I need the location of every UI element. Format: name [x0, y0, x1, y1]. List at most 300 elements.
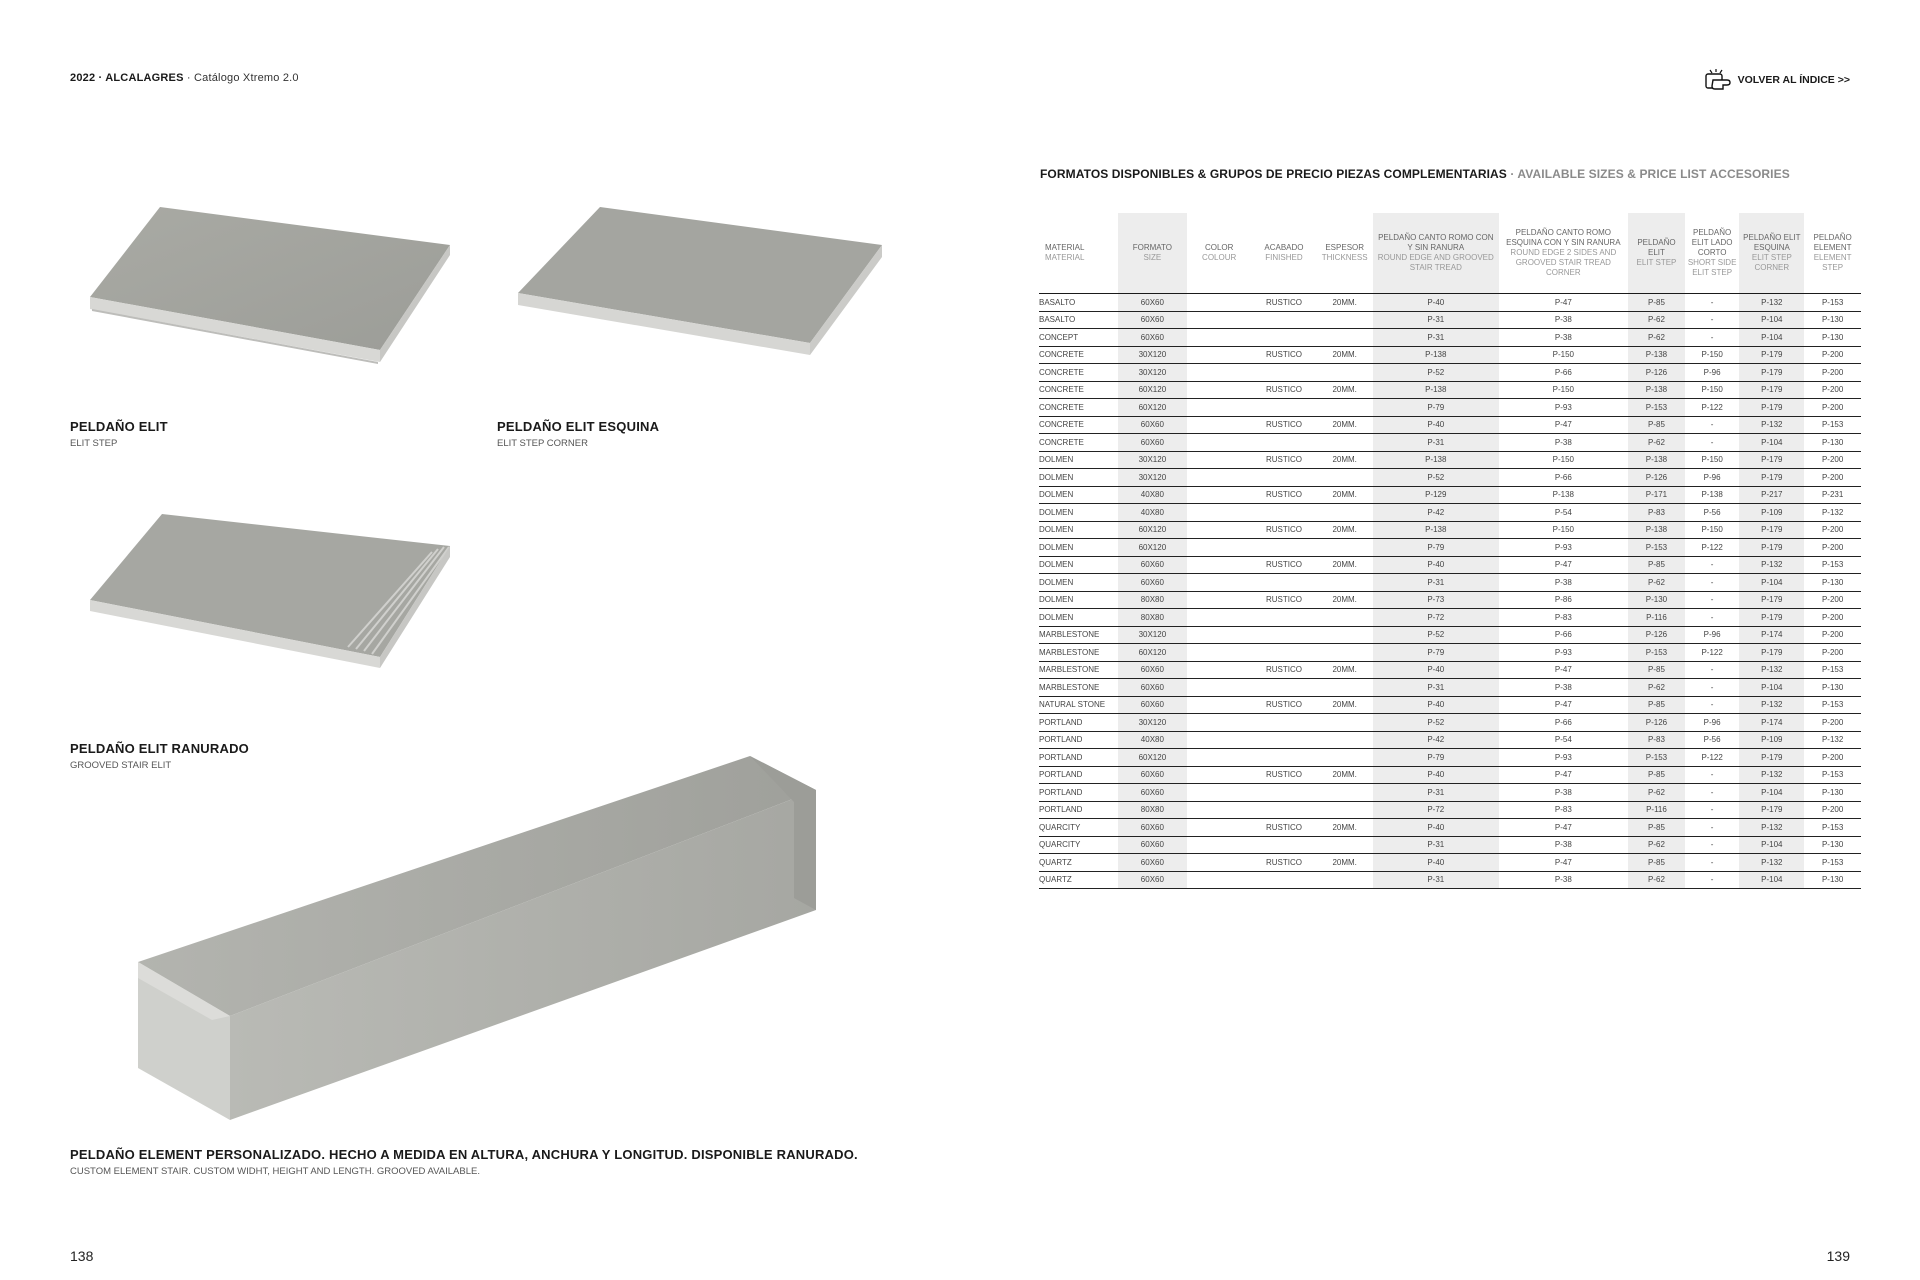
table-cell: 20MM.: [1316, 766, 1373, 784]
column-header: [1039, 213, 1118, 294]
table-cell: P-85: [1628, 416, 1685, 434]
table-cell: -: [1685, 556, 1740, 574]
table-cell: 60X60: [1118, 661, 1187, 679]
table-cell: DOLMEN: [1039, 574, 1118, 592]
table-cell: NATURAL STONE: [1039, 696, 1118, 714]
table-cell: P-73: [1373, 591, 1499, 609]
table-cell: [1252, 434, 1317, 452]
table-row: [1039, 626, 1861, 644]
column-header-es: PELDAÑO ELEMENT: [1813, 233, 1852, 252]
table-cell: P-85: [1628, 294, 1685, 312]
table-cell: P-179: [1739, 539, 1804, 557]
table-cell: [1187, 836, 1252, 854]
product-title: PELDAÑO ELEMENT PERSONALIZADO. HECHO A MEDIDA EN ALTURA, ANCHURA Y LONGITUD. DISPONIBLE RANURADO.: [70, 1147, 858, 1162]
table-cell: P-52: [1373, 469, 1499, 487]
table-cell: 60X60: [1118, 819, 1187, 837]
table-cell: RUSTICO: [1252, 346, 1317, 364]
table-cell: P-93: [1499, 399, 1629, 417]
column-header-es: MATERIAL: [1045, 243, 1085, 252]
table-cell: [1252, 871, 1317, 889]
table-cell: P-52: [1373, 364, 1499, 382]
table-cell: P-179: [1739, 399, 1804, 417]
table-cell: -: [1685, 854, 1740, 872]
table-row: [1039, 696, 1861, 714]
table-cell: P-179: [1739, 609, 1804, 627]
product-title: PELDAÑO ELIT RANURADO: [70, 741, 249, 756]
table-cell: P-56: [1685, 504, 1740, 522]
table-cell: P-104: [1739, 574, 1804, 592]
table-row: [1039, 801, 1861, 819]
table-cell: [1187, 329, 1252, 347]
table-row: [1039, 346, 1861, 364]
table-cell: P-38: [1499, 784, 1629, 802]
table-cell: P-174: [1739, 714, 1804, 732]
table-row: [1039, 661, 1861, 679]
product-caption-elit: [70, 419, 168, 449]
table-cell: 60X60: [1118, 679, 1187, 697]
table-cell: P-31: [1373, 871, 1499, 889]
table-cell: P-132: [1739, 294, 1804, 312]
table-cell: P-40: [1373, 661, 1499, 679]
table-cell: P-231: [1804, 486, 1861, 504]
table-cell: [1187, 451, 1252, 469]
table-cell: -: [1685, 871, 1740, 889]
table-cell: -: [1685, 294, 1740, 312]
table-cell: DOLMEN: [1039, 556, 1118, 574]
table-cell: P-179: [1739, 451, 1804, 469]
catalog-name: · Catálogo Xtremo 2.0: [186, 72, 299, 84]
table-cell: P-66: [1499, 469, 1629, 487]
table-cell: P-83: [1499, 801, 1629, 819]
catalog-header: [70, 72, 299, 84]
table-cell: P-179: [1739, 801, 1804, 819]
table-cell: P-38: [1499, 871, 1629, 889]
table-cell: [1187, 521, 1252, 539]
table-cell: [1187, 591, 1252, 609]
table-row: [1039, 819, 1861, 837]
table-cell: -: [1685, 766, 1740, 784]
table-cell: [1252, 784, 1317, 802]
hand-pointer-icon: [1704, 68, 1732, 92]
table-cell: P-130: [1804, 574, 1861, 592]
table-cell: [1316, 434, 1373, 452]
table-row: [1039, 451, 1861, 469]
table-cell: P-85: [1628, 696, 1685, 714]
table-cell: DOLMEN: [1039, 451, 1118, 469]
table-cell: P-122: [1685, 749, 1740, 767]
table-cell: 30X120: [1118, 469, 1187, 487]
table-cell: QUARCITY: [1039, 819, 1118, 837]
table-cell: [1187, 696, 1252, 714]
product-subtitle: ELIT STEP CORNER: [497, 438, 588, 449]
grooved-stair-elit-image: [80, 512, 460, 672]
table-cell: P-179: [1739, 644, 1804, 662]
table-cell: P-109: [1739, 731, 1804, 749]
table-row: [1039, 731, 1861, 749]
table-cell: 20MM.: [1316, 521, 1373, 539]
table-cell: 80X80: [1118, 591, 1187, 609]
table-cell: -: [1685, 679, 1740, 697]
table-cell: P-66: [1499, 364, 1629, 382]
table-cell: P-138: [1628, 451, 1685, 469]
table-cell: P-54: [1499, 731, 1629, 749]
table-cell: P-31: [1373, 311, 1499, 329]
table-cell: MARBLESTONE: [1039, 644, 1118, 662]
table-cell: P-66: [1499, 626, 1629, 644]
table-cell: P-122: [1685, 399, 1740, 417]
table-cell: P-62: [1628, 836, 1685, 854]
table-cell: P-200: [1804, 399, 1861, 417]
table-cell: [1252, 504, 1317, 522]
table-cell: P-85: [1628, 661, 1685, 679]
table-cell: CONCRETE: [1039, 399, 1118, 417]
table-cell: [1252, 311, 1317, 329]
table-cell: -: [1685, 784, 1740, 802]
table-cell: [1187, 661, 1252, 679]
table-row: [1039, 556, 1861, 574]
table-cell: P-85: [1628, 819, 1685, 837]
table-cell: 60X120: [1118, 644, 1187, 662]
elit-step-corner-image: [510, 205, 890, 365]
price-table: [1039, 213, 1861, 889]
table-cell: P-138: [1373, 346, 1499, 364]
table-cell: CONCRETE: [1039, 346, 1118, 364]
column-header-es: ACABADO: [1264, 243, 1304, 252]
table-row: [1039, 486, 1861, 504]
table-cell: 20MM.: [1316, 819, 1373, 837]
table-cell: [1252, 714, 1317, 732]
table-cell: P-138: [1373, 381, 1499, 399]
table-cell: -: [1685, 836, 1740, 854]
table-cell: [1252, 469, 1317, 487]
table-cell: [1252, 644, 1317, 662]
column-header: [1118, 213, 1187, 294]
table-cell: P-150: [1499, 381, 1629, 399]
table-cell: P-31: [1373, 836, 1499, 854]
column-header: [1499, 213, 1629, 294]
table-cell: P-52: [1373, 626, 1499, 644]
table-cell: 30X120: [1118, 451, 1187, 469]
column-header-en: SIZE: [1143, 253, 1162, 262]
table-row: [1039, 749, 1861, 767]
product-title: PELDAÑO ELIT: [70, 419, 168, 434]
table-cell: [1187, 539, 1252, 557]
table-cell: [1187, 784, 1252, 802]
table-cell: P-132: [1804, 504, 1861, 522]
table-cell: P-38: [1499, 679, 1629, 697]
table-cell: P-174: [1739, 626, 1804, 644]
table-cell: P-200: [1804, 591, 1861, 609]
table-cell: P-96: [1685, 714, 1740, 732]
table-cell: 60X60: [1118, 556, 1187, 574]
back-to-index-link[interactable]: [1704, 68, 1850, 92]
table-cell: P-62: [1628, 784, 1685, 802]
column-header-en: FINISHED: [1265, 253, 1303, 262]
table-cell: P-132: [1739, 819, 1804, 837]
table-cell: -: [1685, 801, 1740, 819]
table-row: [1039, 364, 1861, 382]
table-cell: 30X120: [1118, 714, 1187, 732]
column-header: [1316, 213, 1373, 294]
table-cell: P-132: [1739, 696, 1804, 714]
table-cell: P-200: [1804, 451, 1861, 469]
table-cell: 20MM.: [1316, 854, 1373, 872]
table-cell: P-93: [1499, 749, 1629, 767]
table-cell: [1187, 854, 1252, 872]
table-cell: [1316, 329, 1373, 347]
table-title: [1040, 167, 1790, 181]
table-row: [1039, 679, 1861, 697]
table-cell: P-126: [1628, 626, 1685, 644]
table-cell: [1316, 609, 1373, 627]
table-cell: [1187, 819, 1252, 837]
table-cell: 20MM.: [1316, 591, 1373, 609]
table-cell: CONCEPT: [1039, 329, 1118, 347]
table-cell: P-122: [1685, 539, 1740, 557]
column-header-es: PELDAÑO ELIT ESQUINA: [1743, 233, 1801, 252]
table-cell: 60X60: [1118, 416, 1187, 434]
table-cell: P-132: [1739, 854, 1804, 872]
table-row: [1039, 416, 1861, 434]
table-cell: 60X120: [1118, 399, 1187, 417]
table-cell: 20MM.: [1316, 294, 1373, 312]
table-cell: 40X80: [1118, 486, 1187, 504]
table-cell: CONCRETE: [1039, 381, 1118, 399]
column-header-es: PELDAÑO ELIT: [1637, 238, 1676, 257]
column-header-en: ROUND EDGE 2 SIDES AND GROOVED STAIR TREAD CORNER: [1510, 248, 1617, 277]
table-cell: P-96: [1685, 469, 1740, 487]
table-cell: 60X60: [1118, 836, 1187, 854]
table-cell: P-104: [1739, 434, 1804, 452]
table-cell: P-200: [1804, 381, 1861, 399]
column-header-es: FORMATO: [1132, 243, 1172, 252]
table-cell: [1187, 731, 1252, 749]
table-body: [1039, 294, 1861, 889]
table-cell: 60X60: [1118, 294, 1187, 312]
table-cell: P-31: [1373, 574, 1499, 592]
table-cell: P-104: [1739, 784, 1804, 802]
table-cell: P-40: [1373, 696, 1499, 714]
table-cell: P-104: [1739, 871, 1804, 889]
table-cell: P-132: [1804, 731, 1861, 749]
column-header: [1373, 213, 1499, 294]
table-cell: P-104: [1739, 329, 1804, 347]
table-cell: P-217: [1739, 486, 1804, 504]
table-cell: 60X120: [1118, 381, 1187, 399]
table-cell: P-40: [1373, 819, 1499, 837]
table-cell: P-138: [1373, 521, 1499, 539]
table-cell: 30X120: [1118, 364, 1187, 382]
table-cell: [1187, 504, 1252, 522]
column-header: [1252, 213, 1317, 294]
table-cell: P-62: [1628, 434, 1685, 452]
column-header-en: ELIT STEP CORNER: [1751, 253, 1792, 272]
table-cell: DOLMEN: [1039, 504, 1118, 522]
column-header-en: ELEMENT STEP: [1813, 253, 1852, 272]
table-cell: P-138: [1628, 381, 1685, 399]
table-cell: 30X120: [1118, 626, 1187, 644]
table-cell: P-153: [1628, 644, 1685, 662]
table-cell: P-79: [1373, 539, 1499, 557]
table-cell: -: [1685, 574, 1740, 592]
table-header-row: [1039, 213, 1861, 294]
table-cell: PORTLAND: [1039, 731, 1118, 749]
table-cell: P-62: [1628, 679, 1685, 697]
table-cell: [1187, 486, 1252, 504]
column-header-es: PELDAÑO ELIT LADO CORTO: [1691, 228, 1733, 257]
product-caption-elit-corner: [497, 419, 659, 449]
table-cell: P-200: [1804, 714, 1861, 732]
table-cell: P-54: [1499, 504, 1629, 522]
table-cell: DOLMEN: [1039, 486, 1118, 504]
table-cell: [1187, 556, 1252, 574]
table-cell: P-85: [1628, 556, 1685, 574]
table-cell: [1316, 399, 1373, 417]
table-cell: 20MM.: [1316, 451, 1373, 469]
table-cell: P-200: [1804, 626, 1861, 644]
table-cell: DOLMEN: [1039, 521, 1118, 539]
table-cell: CONCRETE: [1039, 416, 1118, 434]
table-cell: P-122: [1685, 644, 1740, 662]
table-cell: [1187, 381, 1252, 399]
table-cell: P-47: [1499, 696, 1629, 714]
product-title: PELDAÑO ELIT ESQUINA: [497, 419, 660, 434]
column-header-es: ESPESOR: [1325, 243, 1365, 252]
table-row: [1039, 836, 1861, 854]
table-cell: P-150: [1499, 521, 1629, 539]
table-cell: P-83: [1628, 504, 1685, 522]
table-cell: P-153: [1804, 696, 1861, 714]
table-cell: [1316, 626, 1373, 644]
table-cell: P-200: [1804, 364, 1861, 382]
table-cell: P-47: [1499, 661, 1629, 679]
table-cell: P-93: [1499, 539, 1629, 557]
table-cell: 60X60: [1118, 574, 1187, 592]
table-cell: P-153: [1804, 766, 1861, 784]
product-caption-grooved: [70, 741, 249, 771]
table-cell: [1187, 399, 1252, 417]
table-cell: 60X60: [1118, 434, 1187, 452]
table-row: [1039, 329, 1861, 347]
table-cell: P-40: [1373, 556, 1499, 574]
table-cell: 20MM.: [1316, 346, 1373, 364]
table-cell: [1187, 346, 1252, 364]
table-cell: 30X120: [1118, 346, 1187, 364]
table-cell: P-85: [1628, 766, 1685, 784]
table-cell: -: [1685, 416, 1740, 434]
table-cell: P-104: [1739, 679, 1804, 697]
table-cell: P-150: [1685, 451, 1740, 469]
table-cell: [1187, 626, 1252, 644]
column-header: [1187, 213, 1252, 294]
table-cell: P-93: [1499, 644, 1629, 662]
table-cell: [1316, 731, 1373, 749]
table-cell: DOLMEN: [1039, 609, 1118, 627]
table-row: [1039, 609, 1861, 627]
table-cell: P-130: [1628, 591, 1685, 609]
table-row: [1039, 434, 1861, 452]
table-cell: P-83: [1499, 609, 1629, 627]
table-cell: P-126: [1628, 364, 1685, 382]
table-cell: P-200: [1804, 539, 1861, 557]
table-cell: [1187, 364, 1252, 382]
column-header: [1685, 213, 1740, 294]
year-brand: 2022 · ALCALAGRES: [70, 72, 184, 84]
table-row: [1039, 766, 1861, 784]
column-header-en: ELIT STEP: [1636, 258, 1677, 267]
table-cell: [1187, 416, 1252, 434]
table-cell: P-126: [1628, 714, 1685, 732]
table-cell: [1316, 504, 1373, 522]
table-cell: 80X80: [1118, 801, 1187, 819]
table-cell: P-86: [1499, 591, 1629, 609]
table-cell: P-47: [1499, 766, 1629, 784]
table-row: [1039, 784, 1861, 802]
table-cell: P-150: [1685, 381, 1740, 399]
table-cell: [1252, 749, 1317, 767]
table-cell: P-47: [1499, 294, 1629, 312]
table-cell: P-52: [1373, 714, 1499, 732]
table-cell: [1252, 679, 1317, 697]
table-cell: P-200: [1804, 801, 1861, 819]
table-cell: P-200: [1804, 609, 1861, 627]
table-cell: [1252, 364, 1317, 382]
table-cell: MARBLESTONE: [1039, 679, 1118, 697]
table-cell: [1187, 679, 1252, 697]
table-cell: P-132: [1739, 556, 1804, 574]
table-cell: P-62: [1628, 311, 1685, 329]
table-title-en: · AVAILABLE SIZES & PRICE LIST ACCESORIES: [1510, 167, 1790, 181]
table-cell: [1187, 294, 1252, 312]
table-cell: RUSTICO: [1252, 819, 1317, 837]
table-cell: RUSTICO: [1252, 556, 1317, 574]
table-cell: P-109: [1739, 504, 1804, 522]
product-subtitle: GROOVED STAIR ELIT: [70, 760, 172, 771]
table-cell: P-153: [1628, 539, 1685, 557]
table-cell: 60X60: [1118, 766, 1187, 784]
table-cell: 60X120: [1118, 749, 1187, 767]
table-cell: P-200: [1804, 469, 1861, 487]
table-cell: MARBLESTONE: [1039, 626, 1118, 644]
table-row: [1039, 504, 1861, 522]
table-cell: -: [1685, 311, 1740, 329]
table-cell: [1187, 609, 1252, 627]
table-cell: [1187, 871, 1252, 889]
table-cell: P-38: [1499, 836, 1629, 854]
table-cell: P-153: [1628, 399, 1685, 417]
table-cell: P-31: [1373, 434, 1499, 452]
column-header: [1628, 213, 1685, 294]
table-cell: [1187, 714, 1252, 732]
table-cell: RUSTICO: [1252, 486, 1317, 504]
table-cell: P-31: [1373, 329, 1499, 347]
table-cell: [1252, 399, 1317, 417]
table-cell: P-130: [1804, 329, 1861, 347]
table-cell: QUARTZ: [1039, 871, 1118, 889]
table-cell: P-116: [1628, 609, 1685, 627]
table-cell: BASALTO: [1039, 311, 1118, 329]
table-cell: P-132: [1739, 416, 1804, 434]
back-link-label: VOLVER AL ÍNDICE >>: [1737, 74, 1850, 86]
table-cell: 60X60: [1118, 696, 1187, 714]
column-header: [1739, 213, 1804, 294]
table-cell: P-40: [1373, 766, 1499, 784]
table-cell: [1316, 469, 1373, 487]
table-cell: P-38: [1499, 329, 1629, 347]
custom-element-stair-image: [130, 750, 830, 1130]
table-cell: [1316, 311, 1373, 329]
table-cell: P-126: [1628, 469, 1685, 487]
